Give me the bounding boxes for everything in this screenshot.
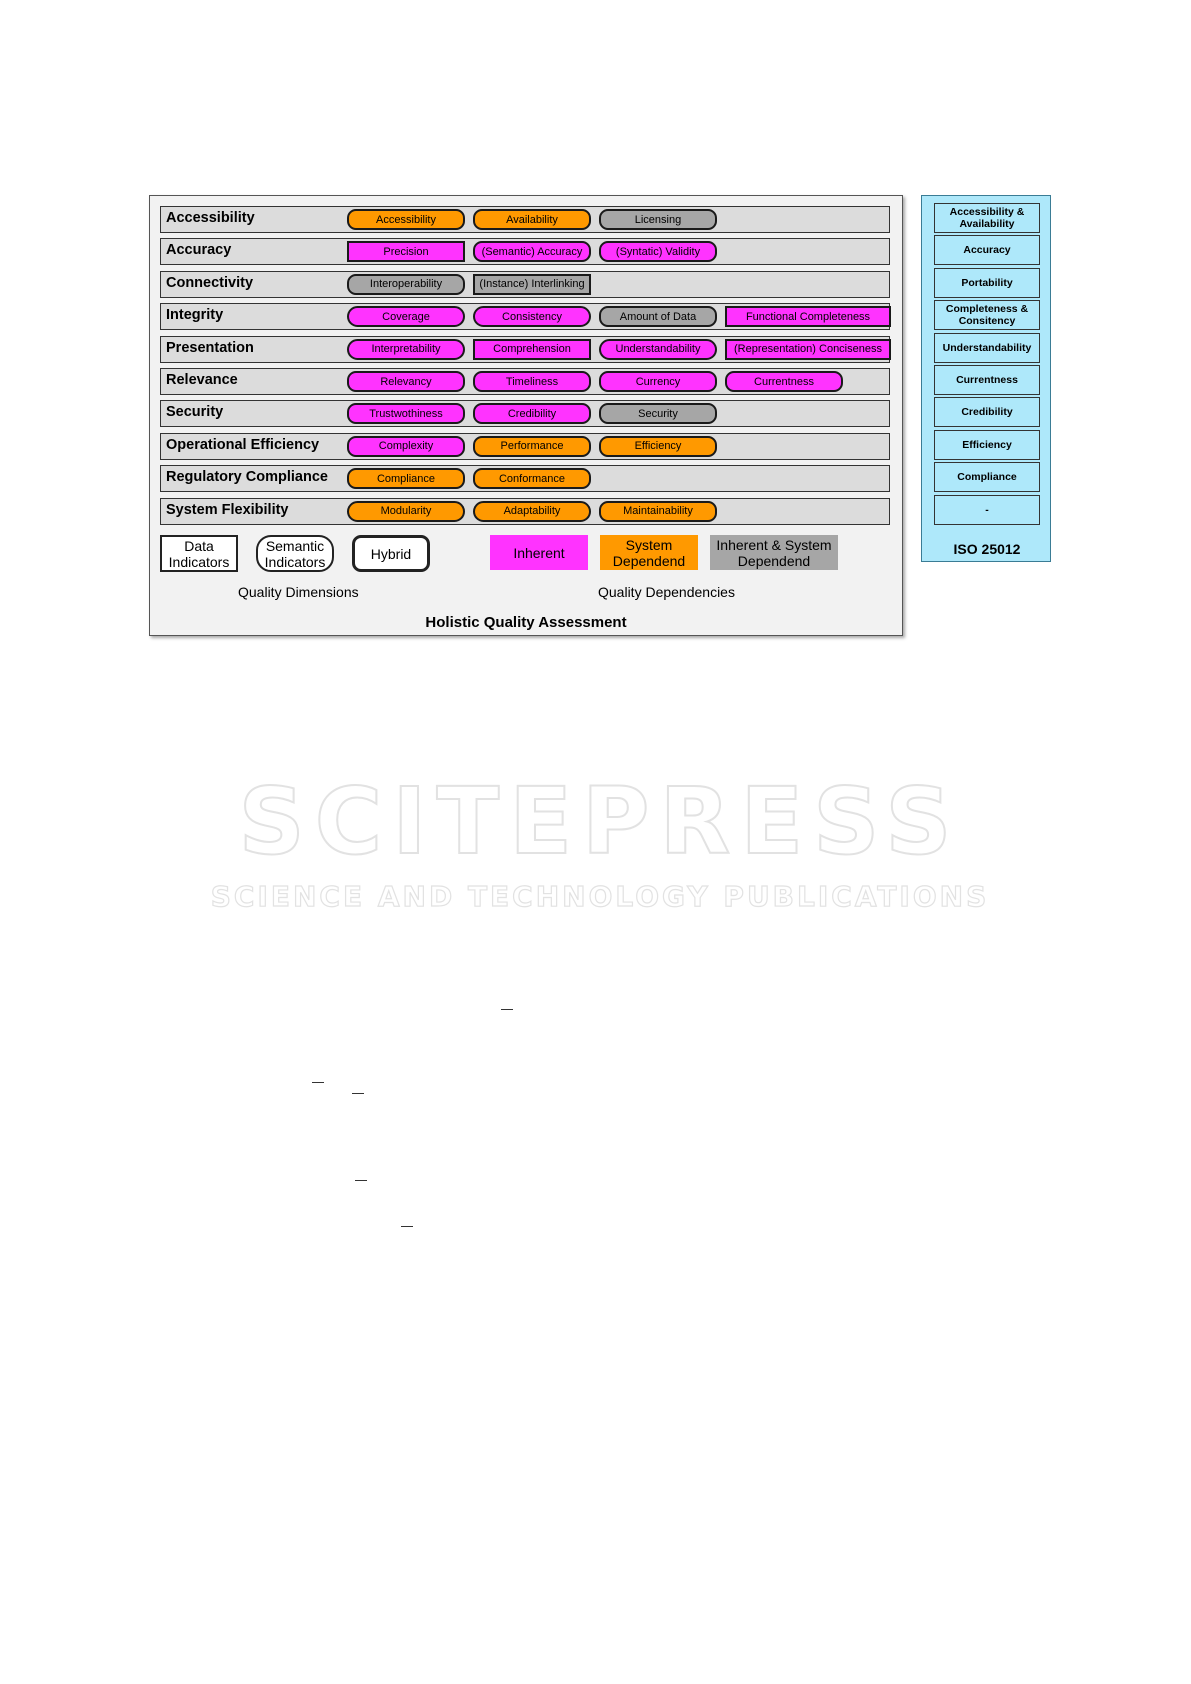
legend-hybrid: Hybrid xyxy=(352,535,430,572)
dimension-name: Regulatory Compliance xyxy=(166,469,328,486)
indicator-chip: Currency xyxy=(599,371,717,392)
dimension-name: Presentation xyxy=(166,339,254,356)
indicator-chip: (Syntatic) Validity xyxy=(599,241,717,262)
dimension-name: Connectivity xyxy=(166,274,254,291)
indicator-chip: Accessibility xyxy=(347,209,465,230)
dimension-row xyxy=(160,336,890,363)
iso-item: - xyxy=(934,495,1040,525)
indicator-chip: Complexity xyxy=(347,436,465,457)
dimension-row xyxy=(160,206,890,233)
indicator-chip: Interoperability xyxy=(347,274,465,295)
indicator-chip: Currentness xyxy=(725,371,843,392)
holistic-quality-assessment-panel xyxy=(149,195,903,636)
indicator-chip: Compliance xyxy=(347,468,465,489)
panel-title: Holistic Quality Assessment xyxy=(425,614,627,631)
dimension-row xyxy=(160,498,890,525)
iso-item: Credibility xyxy=(934,397,1040,427)
dimension-row xyxy=(160,238,890,265)
indicator-chip: Interpretability xyxy=(347,339,465,360)
iso-item: Currentness xyxy=(934,365,1040,395)
indicator-chip: Adaptability xyxy=(473,501,591,522)
indicator-chip: Efficiency xyxy=(599,436,717,457)
legend-data-indicators: Data Indicators xyxy=(160,535,238,572)
dimension-name: Integrity xyxy=(166,307,224,324)
iso-item: Understandability xyxy=(934,333,1040,363)
indicator-chip: Trustwothiness xyxy=(347,403,465,424)
legend-inherent: Inherent xyxy=(490,535,588,570)
text-fragment-bar xyxy=(312,1082,324,1083)
watermark-subtitle: SCIENCE AND TECHNOLOGY PUBLICATIONS xyxy=(210,880,990,913)
dimension-name: Relevance xyxy=(166,372,238,388)
iso-item: Accessibility & Availability xyxy=(934,203,1040,233)
indicator-chip: Comprehension xyxy=(473,339,591,360)
legend-semantic-indicators: Semantic Indicators xyxy=(256,535,334,572)
indicator-chip: Maintainability xyxy=(599,501,717,522)
dimension-row xyxy=(160,465,890,492)
indicator-chip: (Representation) Conciseness xyxy=(725,339,891,360)
watermark-logo-text: SCITEPRESS xyxy=(238,768,962,875)
dimension-row xyxy=(160,400,890,427)
dimension-name: Operational Efficiency xyxy=(166,436,320,453)
text-fragment-bar xyxy=(501,1009,513,1010)
indicator-chip: Precision xyxy=(347,241,465,262)
indicator-chip: Amount of Data xyxy=(599,306,717,327)
dimension-name: System Flexibility xyxy=(166,501,289,518)
legend-system-dependend: System Dependend xyxy=(600,535,698,570)
dimension-name: Accuracy xyxy=(166,242,232,259)
iso-item: Portability xyxy=(934,268,1040,298)
indicator-chip: (Semantic) Accuracy xyxy=(473,241,591,262)
text-fragment-bar xyxy=(352,1093,364,1094)
iso-item: Efficiency xyxy=(934,430,1040,460)
indicator-chip: (Instance) Interlinking xyxy=(473,274,591,295)
dimension-name: Accessibility xyxy=(166,210,255,226)
text-fragment-bar xyxy=(355,1180,367,1181)
indicator-chip: Modularity xyxy=(347,501,465,522)
indicator-chip: Timeliness xyxy=(473,371,591,392)
iso-title: ISO 25012 xyxy=(953,541,1021,557)
dimension-row xyxy=(160,303,890,330)
indicator-chip: Understandability xyxy=(599,339,717,360)
legend-inherent-system-dependend: Inherent & System Dependend xyxy=(710,535,838,570)
indicator-chip: Consistency xyxy=(473,306,591,327)
caption-quality-dimensions: Quality Dimensions xyxy=(238,584,359,600)
dimension-name: Security xyxy=(166,404,224,421)
indicator-chip: Performance xyxy=(473,436,591,457)
caption-quality-dependencies: Quality Dependencies xyxy=(598,584,735,600)
iso-item: Compliance xyxy=(934,462,1040,492)
indicator-chip: Availability xyxy=(473,209,591,230)
iso-25012-panel xyxy=(921,195,1051,562)
dimension-row xyxy=(160,433,890,460)
iso-item: Accuracy xyxy=(934,235,1040,265)
indicator-chip: Relevancy xyxy=(347,371,465,392)
dimension-row xyxy=(160,368,890,395)
indicator-chip: Licensing xyxy=(599,209,717,230)
indicator-chip: Functional Completeness xyxy=(725,306,891,327)
text-fragment-bar xyxy=(401,1226,413,1227)
dimension-row xyxy=(160,271,890,298)
indicator-chip: Security xyxy=(599,403,717,424)
indicator-chip: Credibility xyxy=(473,403,591,424)
iso-item: Completeness & Consitency xyxy=(934,300,1040,330)
indicator-chip: Coverage xyxy=(347,306,465,327)
indicator-chip: Conformance xyxy=(473,468,591,489)
